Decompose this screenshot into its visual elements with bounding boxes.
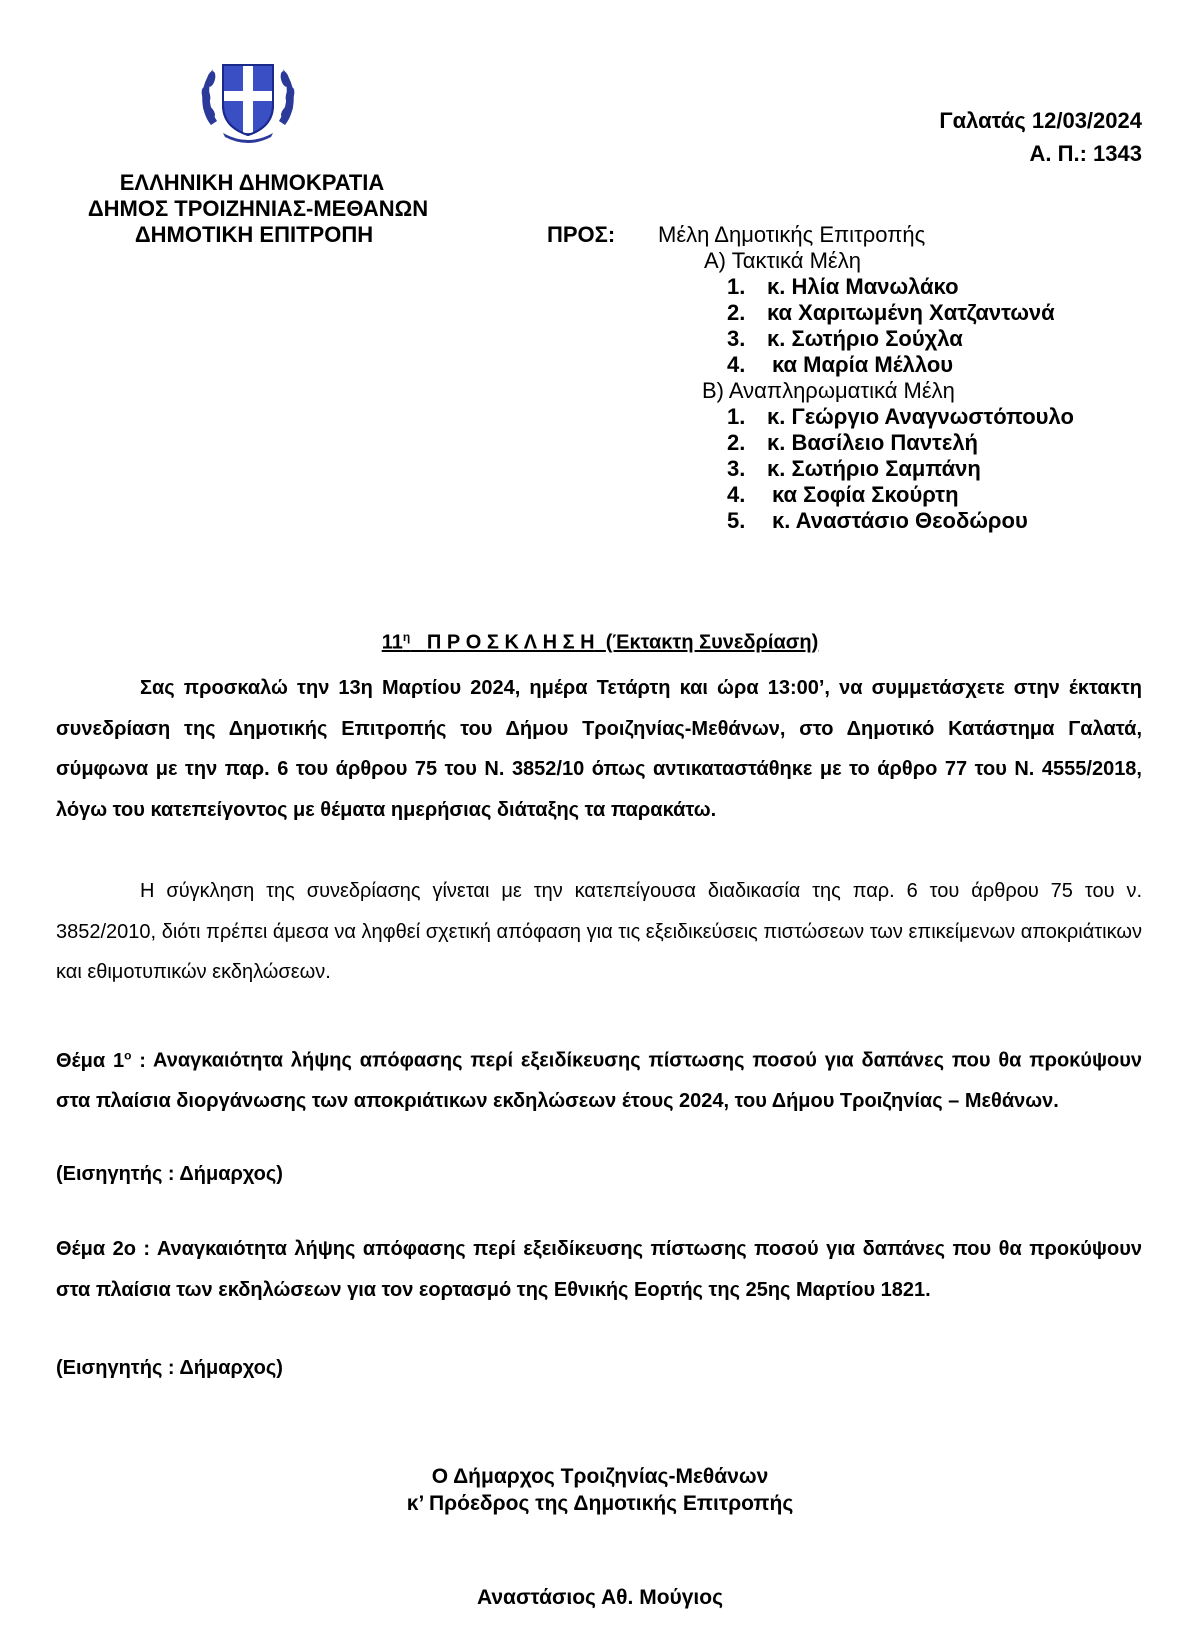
to-text: Μέλη Δημοτικής Επιτροπής — [658, 222, 926, 247]
topic-label: Θέμα $1^o$ : — [56, 1048, 154, 1072]
org-line-municipality: ΔΗΜΟΣ ΤΡΟΙΖΗΝΙΑΣ-ΜΕΘΑΝΩΝ — [87, 196, 429, 221]
urgency-paragraph: Η σύγκληση της συνεδρίασης γίνεται με την κατεπείγουσα διαδικασία της παρ. 6 του άρθρου 75 του ν. 3852/2010, διότι πρέπει άμεσα να ληφθεί σχετική απόφαση για τις εξειδικεύσεις πιστώσεων των επικείμενων αποκριάτικων και εθιμοτυπικών εκδηλώσεων. — [56, 880, 1142, 983]
list-item: 4. κα Σοφία Σκούρτη — [727, 482, 959, 507]
topic-2-rapporteur: (Εισηγητής : Δήμαρχος) — [56, 1357, 283, 1379]
list-item: 5. κ. Αναστάσιο Θεοδώρου — [727, 508, 1028, 533]
list-item: 2. κ. Βασίλειο Παντελή — [727, 430, 978, 455]
group-a-heading: Α) Τακτικά Μέλη — [704, 248, 861, 273]
org-line-committee: ΔΗΜΟΤΙΚΗ ΕΠΙΤΡΟΠΗ — [134, 222, 374, 247]
list-item: 1. κ. Γεώργιο Αναγνωστόπουλο — [727, 404, 1074, 429]
signatory-title: Ο Δήμαρχος Τροιζηνίας-Μεθάνων — [431, 1465, 769, 1488]
topic-2: Θέμα 2ο : Αναγκαιότητα λήψης απόφασης περί εξειδίκευσης πίστωσης ποσού για δαπάνες που θα προκύψουν στα πλαίσια των εκδηλώσεων για τον εορτασμό της Εθνικής Εορτής της 25ης Μαρτίου 1821. — [56, 1238, 1142, 1301]
list-item: 3. κ. Σωτήριο Σαμπάνη — [727, 456, 981, 481]
signatory-role: κ’ Πρόεδρος της Δημοτικής Επιτροπής — [406, 1492, 794, 1515]
coat-of-arms-emblem — [193, 55, 303, 147]
invitation-paragraph: Σας προσκαλώ την 13η Μαρτίου 2024, ημέρα Τετάρτη και ώρα 13:00’, να συμμετάσχετε στην έκτακτη συνεδρίαση της Δημοτικής Επιτροπής του Δήμου Τροιζηνίας-Μεθάνων, στο Δημοτικό Κατάστημα Γαλατά, σύμφωνα με την παρ. 6 του άρθρου 75 του Ν. 3852/10 όπως αντικαταστάθηκε με το άρθρο 77 του Ν. 4555/2018, λόγω του κατεπείγοντος με θέματα ημερήσιας διάταξης τα παρακάτω. — [56, 677, 1142, 821]
place-date: Γαλατάς 12/03/2024 — [939, 108, 1142, 133]
to-label: ΠΡΟΣ: — [547, 222, 616, 247]
topic-1: Θέμα $1^o$ : Αναγκαιότητα λήψης απόφασης περί εξειδίκευσης πίστωσης ποσού για δαπάνες που θα προκύψουν στα πλαίσια διοργάνωσης των αποκριάτικων εκδηλώσεων έτους 2024, του Δήμου Τροιζηνίας – Μεθάνων. — [56, 1048, 1142, 1113]
topic-label: Θέμα 2ο : — [56, 1238, 157, 1260]
list-item: 3. κ. Σωτήριο Σούχλα — [727, 326, 963, 351]
org-line-republic: ΕΛΛΗΝΙΚΗ ΔΗΜΟΚΡΑΤΙΑ — [119, 170, 385, 195]
list-item: 2. κα Χαριτωμένη Χατζαντωνά — [727, 300, 1055, 325]
topic-1-rapporteur: (Εισηγητής : Δήμαρχος) — [56, 1163, 283, 1185]
invitation-title: $11^\eta$ Π Ρ Ο Σ Κ Λ Η Σ Η (Έκτακτη Συνεδρίαση) — [381, 630, 819, 654]
list-item: 1. κ. Ηλία Μανωλάκο — [727, 274, 959, 299]
group-b-heading: Β) Αναπληρωματικά Μέλη — [702, 378, 955, 403]
protocol-number: Α. Π.: 1343 — [1029, 141, 1142, 166]
list-item: 4. κα Μαρία Μέλλου — [727, 352, 954, 377]
signatory-name: Αναστάσιος Αθ. Μούγιος — [476, 1586, 724, 1609]
